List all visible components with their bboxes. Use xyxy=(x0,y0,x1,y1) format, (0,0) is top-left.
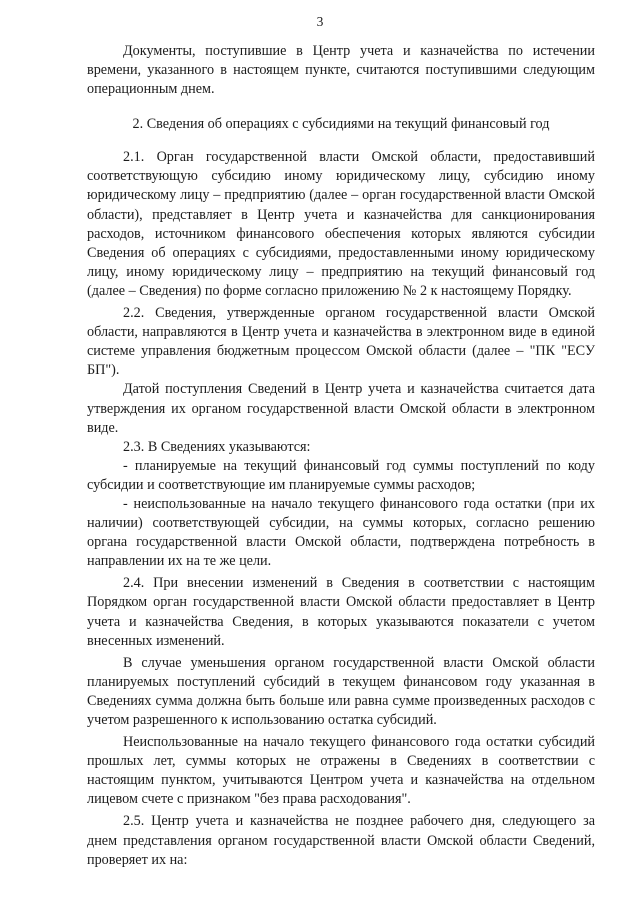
paragraph-unused-balances: Неиспользованные на начало текущего финансового года остатки субсидий прошлых лет, суммы которых не отражены в Сведениях в соответствии с настоящим пунктом, учитываются Центром учета и казначейства на отдельном лицевом счете с признаком "без права расходования". xyxy=(87,734,595,808)
paragraph-2-2: 2.2. Сведения, утвержденные органом государственной власти Омской области, направляются в Центр учета и казначейства в электронном виде в единой системе управления бюджетным процессом Омской области (далее – "ПК "ЕСУ БП"). xyxy=(87,305,595,379)
list-item-unused: - неиспользованные на начало текущего финансового года остатки (при их наличии) соответствующей субсидии, на суммы которых, согласно решению органа государственной власти Омской области, подтверждена потребность в направлении их на те же цели. xyxy=(87,495,595,570)
paragraph-2-3: 2.3. В Сведениях указываются: xyxy=(123,438,311,455)
paragraph-decrease: В случае уменьшения органом государственной власти Омской области планируемых поступлений субсидий в текущем финансовом году указанная в Сведениях сумма должна быть больше или равна сумме произведенных расходов с учетом разрешенного к использованию остатка субсидий. xyxy=(87,654,595,728)
paragraph-2-5: 2.5. Центр учета и казначейства не позднее рабочего дня, следующего за днем представления органом государственной власти Омской области Сведений, проверяет их на: xyxy=(87,813,595,868)
section-heading: 2. Сведения об операциях с субсидиями на текущий финансовый год xyxy=(132,116,550,133)
document-body xyxy=(87,42,595,870)
paragraph-2-4: 2.4. При внесении изменений в Сведения в соответствии с настоящим Порядком орган государственной власти Омской области предоставляет в Центр учета и казначейства Сведения, в которых указываются показатели с учетом внесенных изменений. xyxy=(87,575,595,649)
list-item-planned: - планируемые на текущий финансовый год суммы поступлений по коду субсидии и соответствующие им планируемые суммы расходов; xyxy=(87,457,595,493)
paragraph-documents-timing: Документы, поступившие в Центр учета и казначейства по истечении времени, указанного в настоящем пункте, считаются поступившими следующим операционным днем. xyxy=(87,43,595,98)
paragraph-2-1: 2.1. Орган государственной власти Омской области, предоставивший соответствующую субсидию иному юридическому лицу, субсидию иному юридическому лицу – предприятию (далее – орган государственной власти Омской области), представляет в Центр учета и казначейства для санкционирования расходов, источником финансового обеспечения которых являются субсидии Сведения об операциях с субсидиями, предоставленными иному юридическому лицу, иному юридическому лицу – предприятию на текущий финансовый год (далее – Сведения) по форме согласно приложению № 2 к настоящему Порядку. xyxy=(87,149,595,299)
paragraph-receipt-date: Датой поступления Сведений в Центр учета и казначейства считается дата утверждения их органом государственной власти Омской области в электронном виде. xyxy=(87,381,595,436)
page-number: 3 xyxy=(316,14,324,29)
